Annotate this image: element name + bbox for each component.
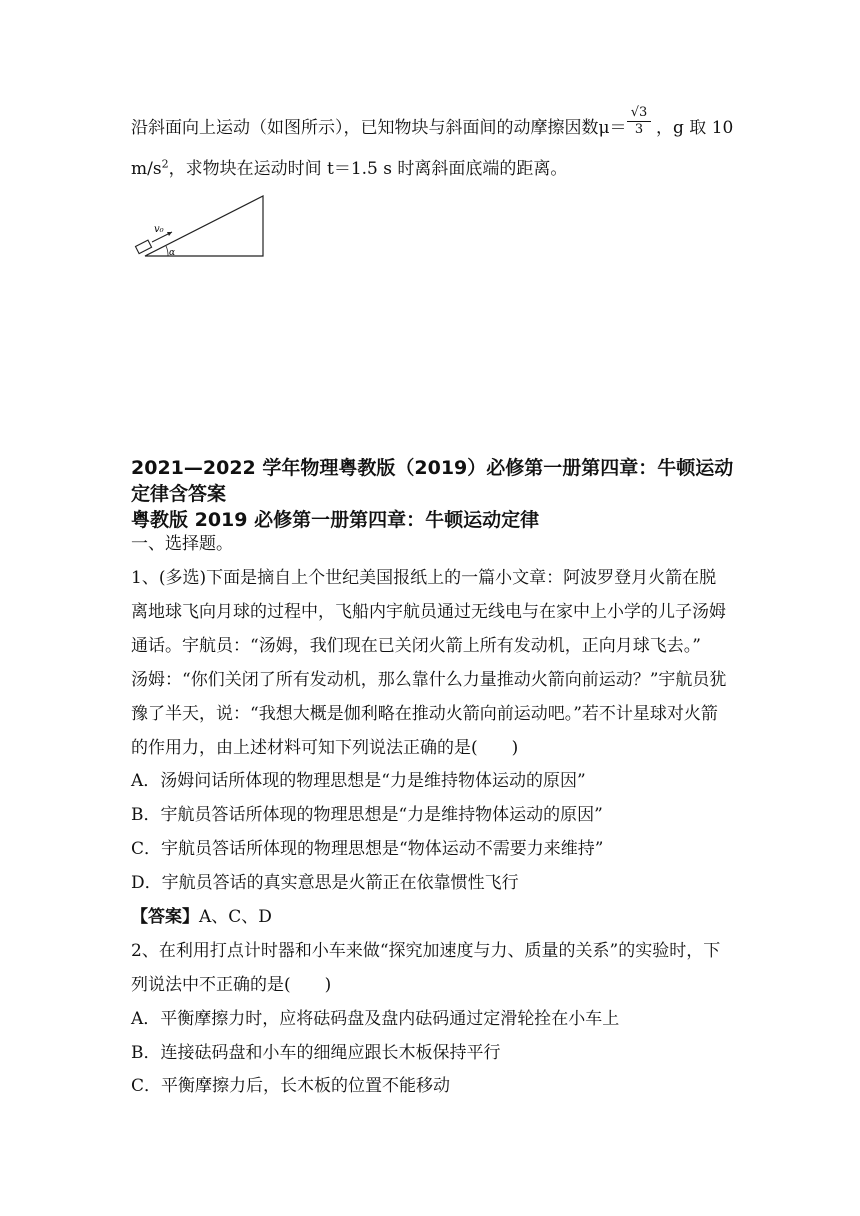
problem-line-2	[131, 157, 567, 181]
fraction-numerator: √3	[630, 105, 648, 120]
fraction-denominator: 3	[634, 122, 644, 137]
q1-line: 离地球飞向月球的过程中，飞船内宇航员通过无线电与在家中上小学的儿子汤姆	[131, 602, 726, 622]
q1-line: 的作用力，由上述材料可知下列说法正确的是( )	[131, 738, 519, 758]
q2-option-c: C．平衡摩擦力后，长木板的位置不能移动	[131, 1076, 451, 1096]
problem-text-before-fraction: 沿斜面向上运动（如图所示），已知物块与斜面间的动摩擦因数μ＝	[131, 118, 627, 138]
q1-line: 汤姆：“你们关闭了所有发动机，那么靠什么力量推动火箭向前运动？”宇航员犹	[131, 670, 727, 690]
q1-option-d: D．宇航员答话的真实意思是火箭正在依靠惯性飞行	[131, 873, 519, 893]
unit-exponent: 2	[161, 157, 169, 171]
problem-text-after-fraction: ，g 取 10	[656, 118, 734, 138]
angle-arc	[166, 246, 168, 256]
document-subtitle: 粤教版 2019 必修第一册第四章：牛顿运动定律	[131, 509, 540, 531]
problem-question-text: ，求物块在运动时间 t＝1.5 s 时离斜面底端的距离。	[168, 159, 568, 179]
q1-option-b: B．宇航员答话所体现的物理思想是“力是维持物体运动的原因”	[131, 805, 603, 825]
unit-text: m/s	[131, 159, 162, 179]
answer-label: 【答案】	[131, 907, 199, 927]
q1-option-a: A．汤姆问话所体现的物理思想是“力是维持物体运动的原因”	[131, 771, 586, 791]
problem-line-1	[131, 116, 627, 140]
q2-option-b: B．连接砝码盘和小车的细绳应跟长木板保持平行	[131, 1043, 501, 1063]
answer-value: A、C、D	[199, 907, 272, 927]
q2-option-a: A．平衡摩擦力时，应将砝码盘及盘内砝码通过定滑轮拴在小车上	[131, 1009, 620, 1029]
q1-option-c: C．宇航员答话所体现的物理思想是“物体运动不需要力来维持”	[131, 839, 604, 859]
velocity-label: v₀	[154, 224, 164, 235]
incline-figure	[130, 192, 270, 262]
section-heading: 一、选择题。	[131, 534, 233, 554]
block-on-incline	[135, 240, 151, 253]
angle-label: α	[169, 248, 176, 258]
q1-answer	[131, 905, 272, 929]
problem-line-1-end	[656, 116, 733, 140]
q1-line: 豫了半天，说：“我想大概是伽利略在推动火箭向前运动吧。”若不计星球对火箭	[131, 704, 718, 724]
document-title-line-1: 2021—2022 学年物理粤教版（2019）必修第一册第四章：牛顿运动	[131, 457, 734, 479]
q2-line: 2、在利用打点计时器和小车来做“探究加速度与力、质量的关系”的实验时，下	[131, 941, 721, 961]
q2-line: 列说法中不正确的是( )	[131, 975, 332, 995]
mu-fraction	[627, 106, 651, 137]
q1-line: 通话。宇航员：“汤姆，我们现在已关闭火箭上所有发动机，正向月球飞去。”	[131, 636, 701, 656]
document-title-line-2: 定律含答案	[131, 483, 227, 505]
q1-line: 1、(多选)下面是摘自上个世纪美国报纸上的一篇小文章：阿波罗登月火箭在脱	[131, 568, 717, 588]
